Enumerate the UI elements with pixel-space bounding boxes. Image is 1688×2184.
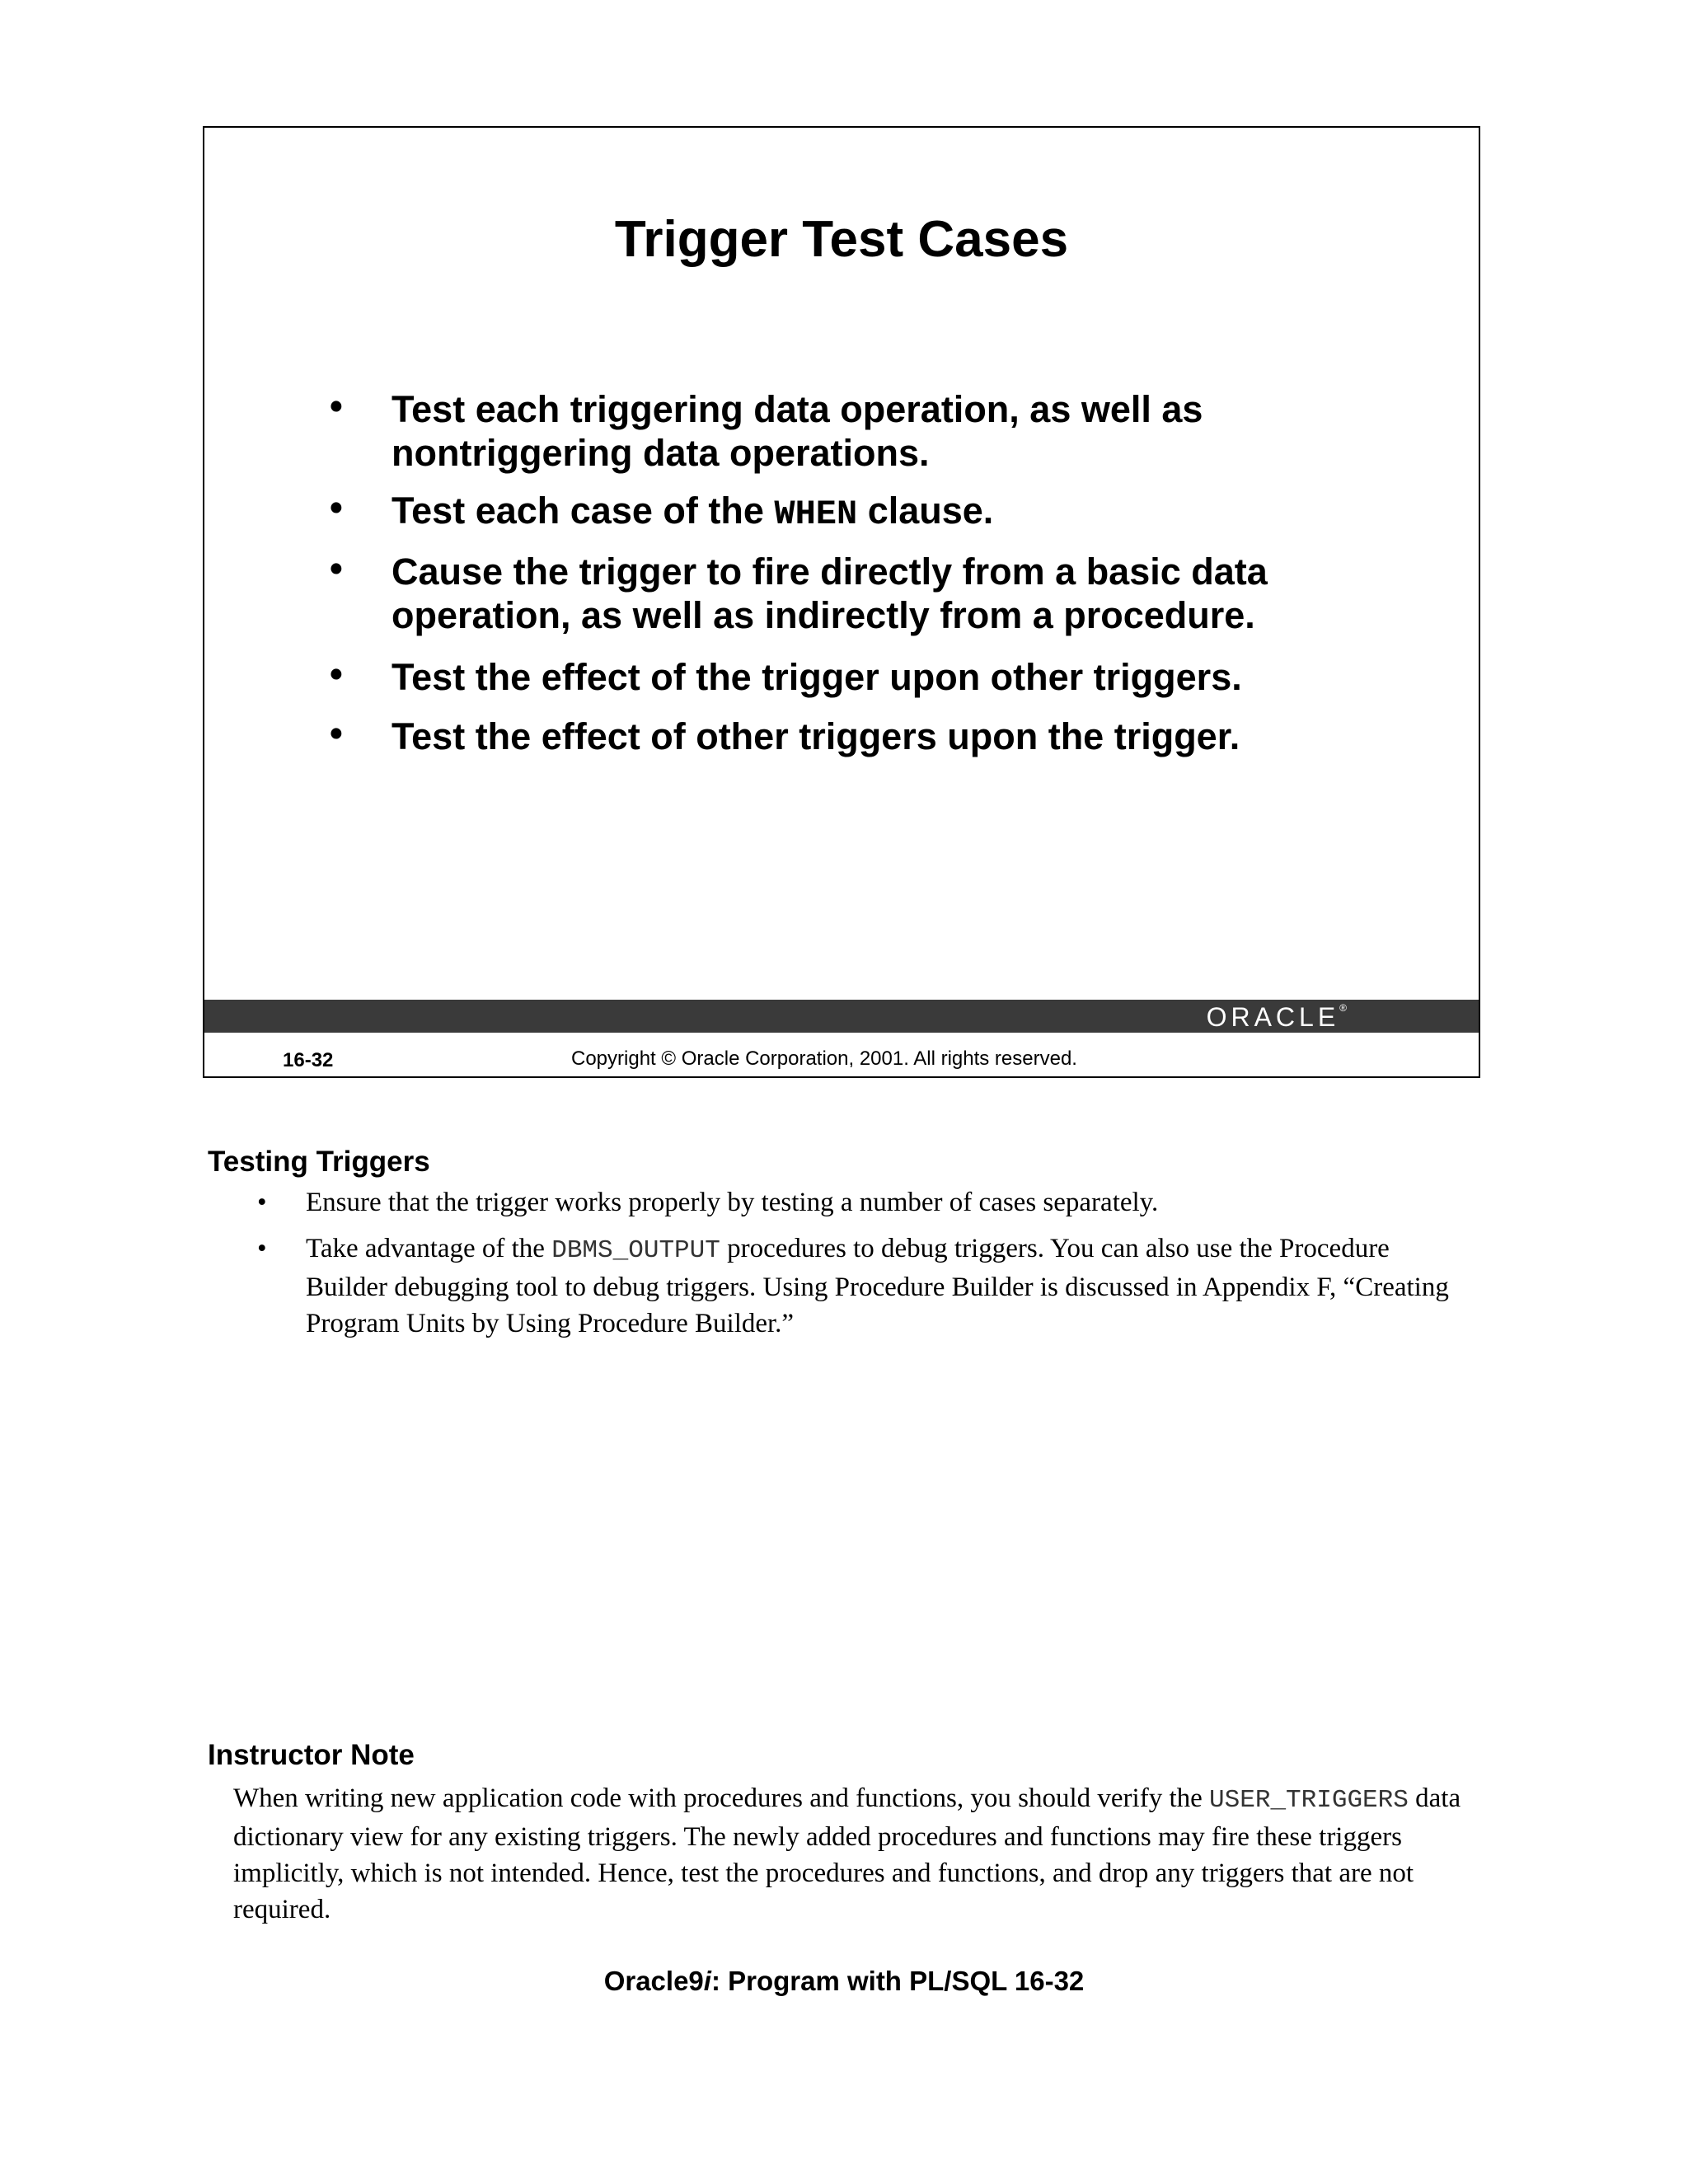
slide-bullet-text: Test the effect of other triggers upon the trigger.	[392, 715, 1240, 757]
bullet-icon: •	[330, 486, 343, 528]
slide-bullet	[330, 547, 1442, 637]
bullet-icon: •	[257, 1188, 267, 1217]
footer-text: Oracle9	[603, 1966, 704, 1996]
bullet-icon: •	[330, 385, 343, 427]
note-text: Take advantage of the	[306, 1234, 552, 1263]
bullet-icon: •	[330, 653, 343, 695]
registered-mark: ®	[1339, 1002, 1347, 1014]
oracle-logo	[1207, 1002, 1347, 1033]
code-keyword: WHEN	[774, 494, 858, 534]
slide-title: Trigger Test Cases	[614, 211, 1069, 268]
bullet-icon: •	[257, 1234, 267, 1263]
instructor-text-part: data dictionary view for any existing triggers. The newly added procedures and functions may fire these triggers implicitly, which is not intended. Hence, test the procedures and functions, and drop any triggers that are not required.	[233, 1783, 1461, 1924]
note-item	[247, 1230, 1459, 1342]
instructor-note-text	[233, 1780, 1470, 1928]
footer-text: : Program with PL/SQL 16-32	[710, 1966, 1085, 1996]
instructor-note-heading: Instructor Note	[208, 1739, 415, 1771]
bullet-icon: •	[330, 547, 343, 589]
footer-italic: i	[703, 1966, 711, 1996]
note-text: procedures to debug triggers. You can also use the Procedure Builder debugging tool to debug triggers. Using Procedure Builder is discussed in Appendix F, “Creating Program Units by Using Procedure Builder.”	[306, 1234, 1449, 1338]
slide-bullet	[330, 655, 1242, 699]
bullet-icon: •	[330, 712, 343, 754]
slide-bullet	[330, 712, 1240, 758]
page-footer	[0, 1966, 1688, 1997]
oracle-footer-bar	[204, 1000, 1479, 1033]
note-item	[247, 1184, 1459, 1221]
slide-frame	[203, 126, 1480, 1078]
note-text: Ensure that the trigger works properly by testing a number of cases separately.	[306, 1188, 1159, 1217]
slide-bullet-text: clause.	[857, 490, 994, 532]
slide-bullet	[330, 486, 994, 537]
instructor-text-part: When writing new application code with procedures and functions, you should verify the	[233, 1783, 1210, 1813]
code-keyword: DBMS_OUTPUT	[551, 1236, 720, 1265]
testing-notes-list	[247, 1184, 1459, 1352]
slide-bullet-text: Test each triggering data operation, as well as nontriggering data operations.	[392, 388, 1203, 474]
slide-bullet-text: Test each case of the	[392, 490, 775, 532]
slide-number: 16-32	[283, 1049, 334, 1071]
code-keyword: USER_TRIGGERS	[1209, 1786, 1409, 1815]
oracle-logo-text: ORACLE	[1206, 1002, 1340, 1032]
slide-bullet-text: Test the effect of the trigger upon other triggers.	[392, 656, 1242, 698]
testing-triggers-heading: Testing Triggers	[208, 1146, 430, 1178]
slide-bullet	[330, 387, 1442, 475]
copyright-notice: Copyright © Oracle Corporation, 2001. All rights reserved.	[571, 1047, 1077, 1070]
slide-bullet-text: Cause the trigger to fire directly from a basic data operation, as well as indirectly from a procedure.	[392, 551, 1268, 636]
